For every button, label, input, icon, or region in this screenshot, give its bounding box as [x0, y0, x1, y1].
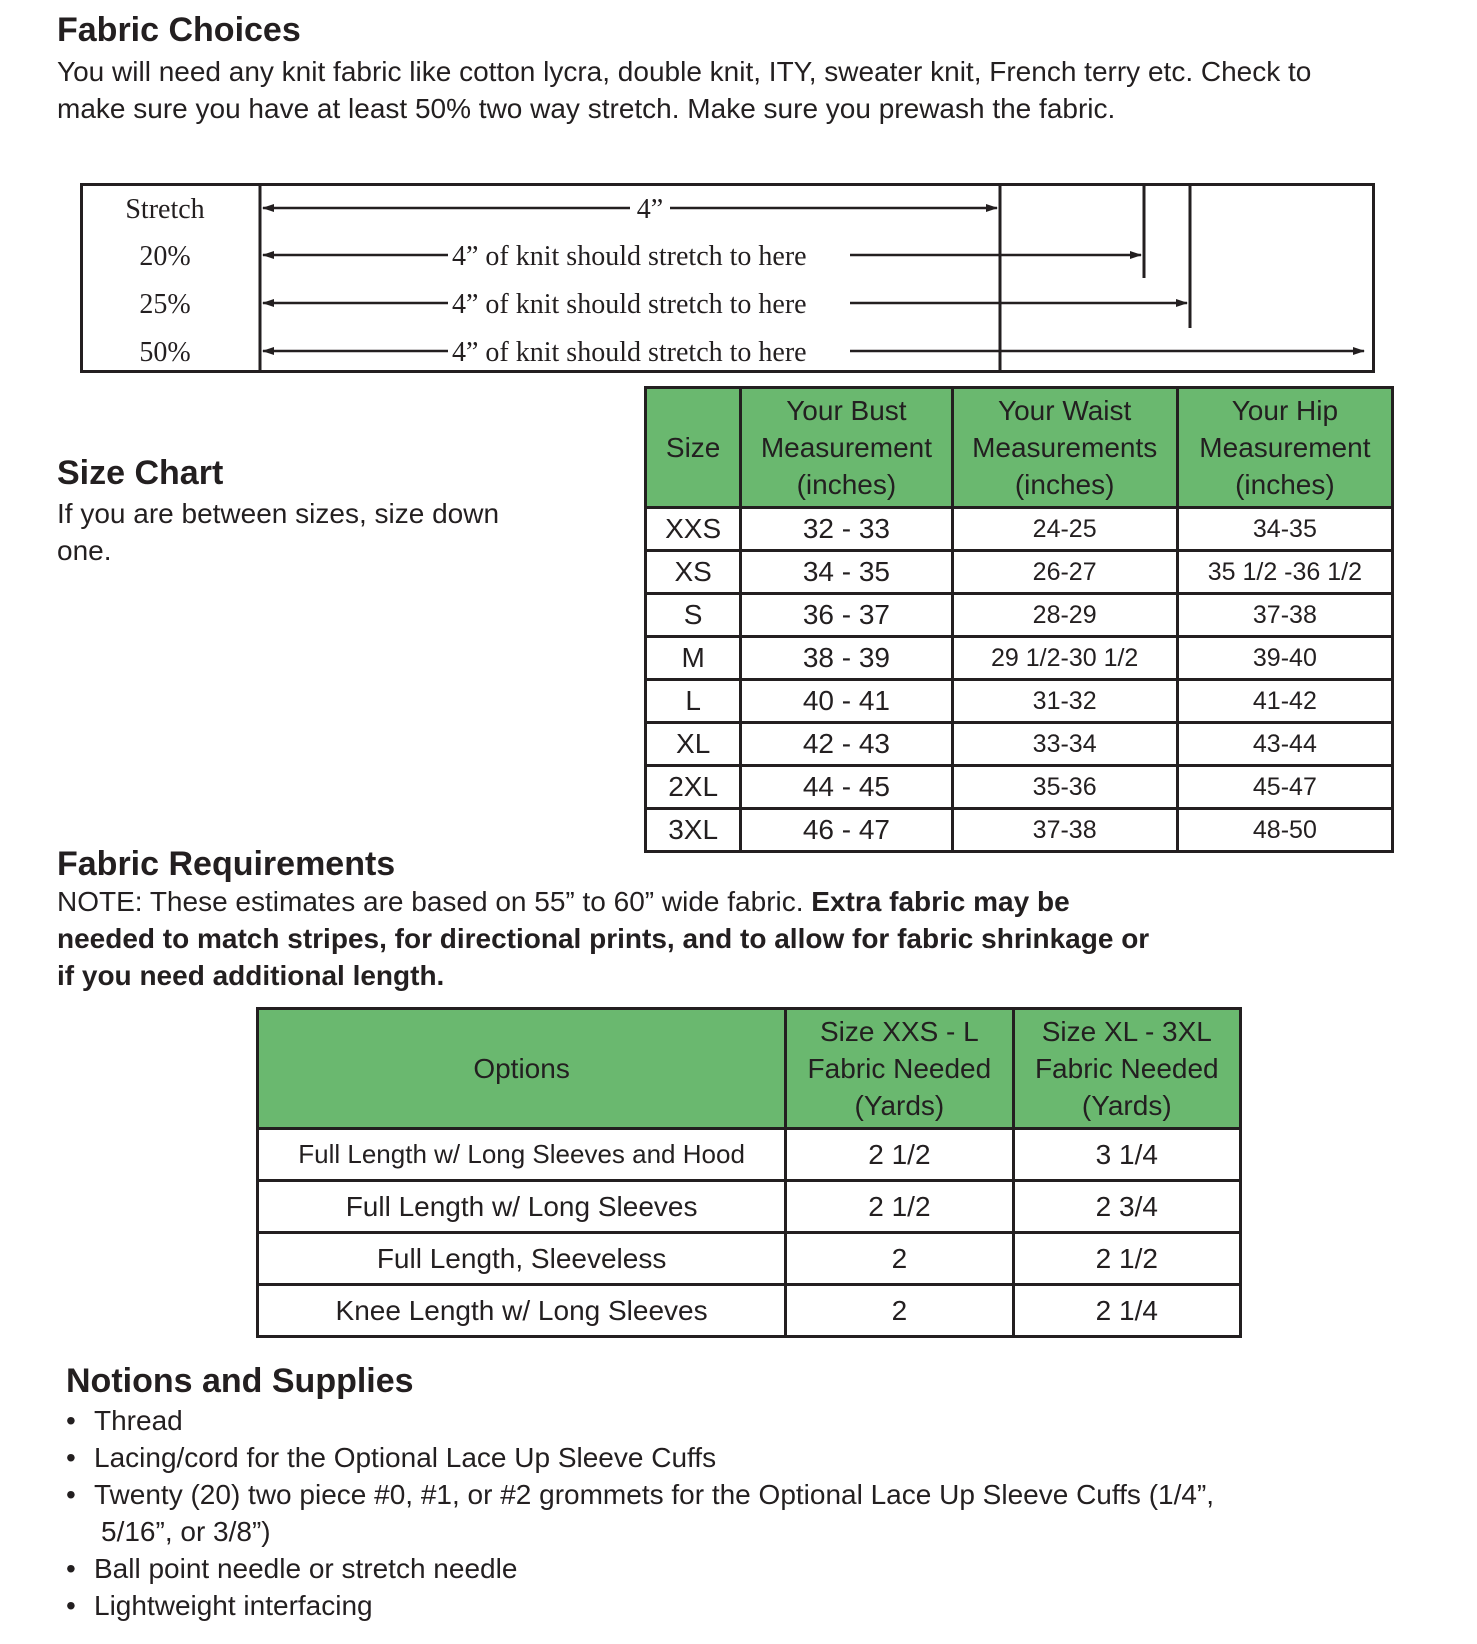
bust-cell: 34 - 35: [741, 551, 952, 594]
size-chart-table: [644, 386, 1394, 853]
bust-cell: 44 - 45: [741, 766, 952, 809]
size-cell: XL: [646, 723, 741, 766]
option-cell: Knee Length w/ Long Sleeves: [258, 1285, 786, 1337]
fabric-requirements-note-line-2: needed to match stripes, for directional prints, and to allow for fabric shrinkage or: [57, 923, 1150, 954]
hip-cell: 37-38: [1177, 594, 1392, 637]
size-chart-note-line-1: If you are between sizes, size down: [57, 498, 500, 529]
fabric-requirements-heading: Fabric Requirements: [57, 845, 396, 883]
fabric-choices-line-2: make sure you have at least 50% two way stretch. Make sure you prewash the fabric.: [57, 93, 1116, 124]
table-row: [646, 766, 1393, 809]
hip-cell: 41-42: [1177, 680, 1392, 723]
small-yardage-cell: 2 1/2: [786, 1181, 1013, 1233]
option-cell: Full Length w/ Long Sleeves: [258, 1181, 786, 1233]
size-cell: XS: [646, 551, 741, 594]
list-item: • Lightweight interfacing: [66, 1587, 1214, 1624]
size-chart-heading: Size Chart: [57, 454, 224, 492]
bullet-icon: •: [66, 1553, 76, 1584]
large-sizes-header: Size XL - 3XL Fabric Needed (Yards): [1013, 1009, 1240, 1129]
fabric-requirements-note-line-3: if you need additional length.: [57, 960, 445, 991]
option-cell: Full Length w/ Long Sleeves and Hood: [258, 1129, 786, 1181]
table-row: [646, 723, 1393, 766]
fabric-requirements-note-line-1: NOTE: These estimates are based on 55” to 60” wide fabric. Extra fabric may be: [57, 886, 1070, 917]
fabric-choices-heading: Fabric Choices: [57, 11, 301, 49]
list-item: • Twenty (20) two piece #0, #1, or #2 grommets for the Optional Lace Up Sleeve Cuffs (1/4”, 5/16”, or 3/8”): [66, 1476, 1214, 1550]
large-yardage-cell: 2 3/4: [1013, 1181, 1240, 1233]
waist-cell: 29 1/2-30 1/2: [952, 637, 1177, 680]
size-chart-note-line-2: one.: [57, 535, 112, 566]
bust-cell: 40 - 41: [741, 680, 952, 723]
hip-header: Your Hip Measurement (inches): [1177, 388, 1392, 508]
large-yardage-cell: 3 1/4: [1013, 1129, 1240, 1181]
hip-cell: 34-35: [1177, 508, 1392, 551]
bust-header: Your Bust Measurement (inches): [741, 388, 952, 508]
hip-cell: 39-40: [1177, 637, 1392, 680]
bullet-icon: •: [66, 1479, 76, 1510]
size-chart-header-row: [646, 388, 1393, 508]
waist-cell: 26-27: [952, 551, 1177, 594]
small-sizes-header: Size XXS - L Fabric Needed (Yards): [786, 1009, 1013, 1129]
size-cell: S: [646, 594, 741, 637]
hip-cell: 45-47: [1177, 766, 1392, 809]
stretch-row-text: 4” of knit should stretch to here: [452, 337, 807, 368]
table-row: [646, 551, 1393, 594]
table-row: [646, 594, 1393, 637]
stretch-guide: [80, 183, 1375, 373]
size-cell: M: [646, 637, 741, 680]
waist-cell: 33-34: [952, 723, 1177, 766]
fabric-choices-line-1: You will need any knit fabric like cotton lycra, double knit, ITY, sweater knit, French terry etc. Check to: [57, 56, 1312, 87]
stretch-header-label: Stretch: [125, 194, 205, 225]
hip-cell: 48-50: [1177, 809, 1392, 852]
table-row: [646, 637, 1393, 680]
notions-heading: Notions and Supplies: [66, 1362, 414, 1400]
fabric-header-row: [258, 1009, 1241, 1129]
waist-header: Your Waist Measurements (inches): [952, 388, 1177, 508]
table-row: [646, 809, 1393, 852]
stretch-row-label: 50%: [139, 337, 191, 368]
small-yardage-cell: 2: [786, 1233, 1013, 1285]
size-cell: XXS: [646, 508, 741, 551]
stretch-row-text: 4” of knit should stretch to here: [452, 241, 807, 272]
bust-cell: 38 - 39: [741, 637, 952, 680]
waist-cell: 31-32: [952, 680, 1177, 723]
stretch-row-text: 4” of knit should stretch to here: [452, 289, 807, 320]
bust-cell: 46 - 47: [741, 809, 952, 852]
hip-cell: 43-44: [1177, 723, 1392, 766]
waist-cell: 28-29: [952, 594, 1177, 637]
list-item: • Thread: [66, 1402, 1214, 1439]
bust-cell: 42 - 43: [741, 723, 952, 766]
waist-cell: 24-25: [952, 508, 1177, 551]
bust-cell: 32 - 33: [741, 508, 952, 551]
four-inch-label: 4”: [636, 194, 664, 225]
fabric-requirements-table: [256, 1007, 1242, 1338]
large-yardage-cell: 2 1/4: [1013, 1285, 1240, 1337]
small-yardage-cell: 2 1/2: [786, 1129, 1013, 1181]
size-header: Size: [646, 388, 741, 508]
list-item: • Lacing/cord for the Optional Lace Up Sleeve Cuffs: [66, 1439, 1214, 1476]
table-row: [258, 1285, 1241, 1337]
bullet-icon: •: [66, 1405, 76, 1436]
waist-cell: 37-38: [952, 809, 1177, 852]
bullet-icon: •: [66, 1590, 76, 1621]
stretch-row-label: 20%: [139, 241, 191, 272]
stretch-row-label: 25%: [139, 289, 191, 320]
list-item: • Ball point needle or stretch needle: [66, 1550, 1214, 1587]
size-cell: 3XL: [646, 809, 741, 852]
table-row: [646, 508, 1393, 551]
waist-cell: 35-36: [952, 766, 1177, 809]
table-row: [258, 1129, 1241, 1181]
options-header: Options: [258, 1009, 786, 1129]
bust-cell: 36 - 37: [741, 594, 952, 637]
bullet-icon: •: [66, 1442, 76, 1473]
size-cell: L: [646, 680, 741, 723]
small-yardage-cell: 2: [786, 1285, 1013, 1337]
notions-list: [66, 1402, 1214, 1624]
hip-cell: 35 1/2 -36 1/2: [1177, 551, 1392, 594]
table-row: [646, 680, 1393, 723]
size-cell: 2XL: [646, 766, 741, 809]
table-row: [258, 1233, 1241, 1285]
option-cell: Full Length, Sleeveless: [258, 1233, 786, 1285]
table-row: [258, 1181, 1241, 1233]
large-yardage-cell: 2 1/2: [1013, 1233, 1240, 1285]
